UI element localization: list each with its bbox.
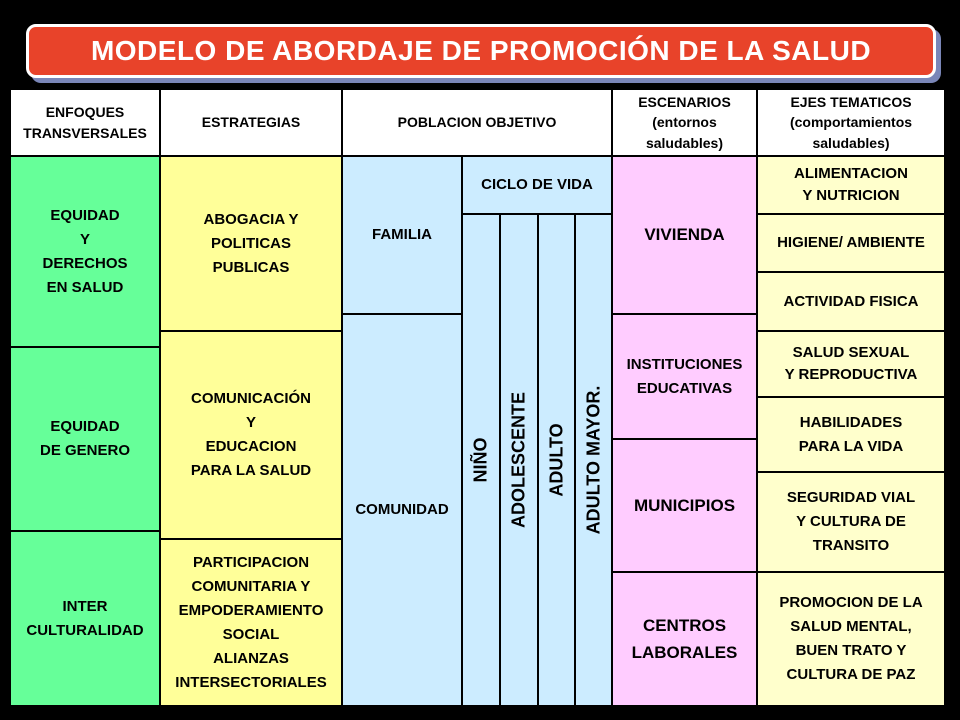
- eje-habilidades: HABILIDADES PARA LA VIDA: [757, 397, 945, 472]
- etapa-adulto: [538, 214, 575, 706]
- etapa-adolescente-label: ADOLESCENTE: [508, 391, 529, 529]
- estrategia-abogacia: ABOGACIA Y POLITICAS PUBLICAS: [160, 156, 342, 331]
- page-title: MODELO DE ABORDAJE DE PROMOCIÓN DE LA SALUD: [90, 35, 872, 66]
- page-title-banner: [26, 24, 936, 78]
- header-enfoques: ENFOQUES TRANSVERSALES: [10, 89, 160, 156]
- etapa-adulto-label: ADULTO: [546, 423, 567, 497]
- header-ejes: EJES TEMATICOS (comportamientos saludables): [757, 89, 945, 156]
- poblacion-comunidad: COMUNIDAD: [342, 314, 462, 706]
- etapa-nino: [462, 214, 500, 706]
- etapa-adolescente: [500, 214, 538, 706]
- eje-salud-mental: PROMOCION DE LA SALUD MENTAL, BUEN TRATO Y CULTURA DE PAZ: [757, 572, 945, 706]
- poblacion-familia: FAMILIA: [342, 156, 462, 314]
- escenario-centros-laborales: CENTROS LABORALES: [612, 572, 757, 706]
- estrategia-comunicacion: COMUNICACIÓN Y EDUCACION PARA LA SALUD: [160, 331, 342, 539]
- etapa-adulto-mayor: [575, 214, 612, 706]
- eje-seguridad-vial: SEGURIDAD VIAL Y CULTURA DE TRANSITO: [757, 472, 945, 572]
- etapa-nino-label: NIÑO: [470, 437, 491, 483]
- enfoque-equidad-genero: EQUIDAD DE GENERO: [10, 347, 160, 531]
- eje-alimentacion: ALIMENTACION Y NUTRICION: [757, 156, 945, 214]
- header-escenarios: ESCENARIOS (entornos saludables): [612, 89, 757, 156]
- etapa-adulto-mayor-label: ADULTO MAYOR.: [583, 385, 604, 535]
- header-poblacion: POBLACION OBJETIVO: [342, 89, 612, 156]
- header-estrategias: ESTRATEGIAS: [160, 89, 342, 156]
- eje-actividad-fisica: ACTIVIDAD FISICA: [757, 272, 945, 331]
- enfoque-equidad-derechos: EQUIDAD Y DERECHOS EN SALUD: [10, 156, 160, 347]
- escenario-vivienda: VIVIENDA: [612, 156, 757, 314]
- enfoque-interculturalidad: INTER CULTURALIDAD: [10, 531, 160, 706]
- estrategia-participacion: PARTICIPACION COMUNITARIA Y EMPODERAMIENTO SOCIAL ALIANZAS INTERSECTORIALES: [160, 539, 342, 706]
- poblacion-ciclo-de-vida: CICLO DE VIDA: [462, 156, 612, 214]
- escenario-municipios: MUNICIPIOS: [612, 439, 757, 572]
- escenario-instituciones: INSTITUCIONES EDUCATIVAS: [612, 314, 757, 439]
- eje-higiene: HIGIENE/ AMBIENTE: [757, 214, 945, 272]
- eje-salud-sexual: SALUD SEXUAL Y REPRODUCTIVA: [757, 331, 945, 397]
